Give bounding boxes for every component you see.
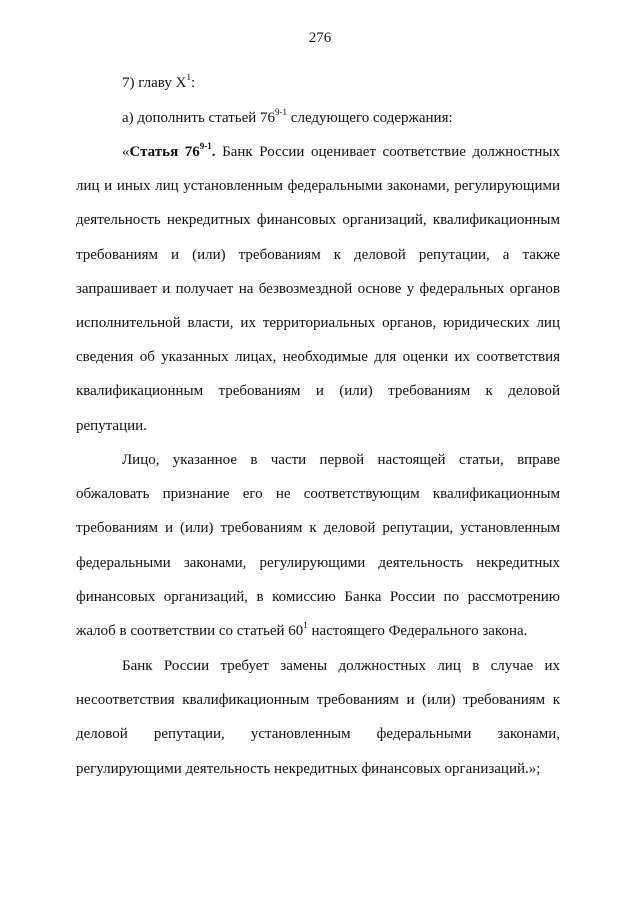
article-paragraph (76, 135, 560, 443)
paragraph-2 (76, 443, 560, 648)
subitem-a-prefix: а) дополнить статьей 76 (122, 110, 276, 126)
page-number: 276 (308, 30, 332, 46)
subitem-a-suffix: следующего содержания: (287, 110, 453, 126)
article-text: Банк России оценивает соответствие должностных лиц и иных лиц установленным федеральными законами, регулирующими деятельность некредитных финансовых организаций, квалификационным требованиям и (или) требованиям к деловой репутации, а также запрашивает и получает на безвозмездной основе у федеральных органов исполнительной власти, их территориальных органов, юридических лиц сведения об указанных лицах, необходимые для оценки их соответствия квалификационным требованиям и (или) требованиям к деловой репутации. (76, 144, 560, 434)
paragraph-2-text: Лицо, указанное в части первой настоящей статьи, вправе обжаловать признание его не соответствующим квалификационным требованиям и (или) требованиям к деловой репутации, установленным федеральными законами, регулирующими деятельность некредитных финансовых организаций, в комиссию Банка России по рассмотрению жалоб в соответствии со статьей 60 (76, 452, 560, 640)
subitem-a-line (76, 101, 560, 135)
chapter-line (76, 66, 560, 100)
subitem-a (76, 101, 560, 135)
article-title-end: . (211, 144, 216, 160)
subitem-a-superscript: 9-1 (275, 107, 288, 117)
article-title-superscript: 9-1 (199, 141, 212, 151)
paragraph-3-text: Банк России требует замены должностных лиц в случае их несоответствия квалификационным требованиям и (или) требованиям к деловой репутации, установленным федеральными законами, регулирующими деятельность некредитных финансовых организаций.»; (76, 658, 560, 777)
article-open-quote: « (122, 144, 130, 160)
paragraph-2-block (76, 443, 560, 648)
paragraph-2-end: настоящего Федерального закона. (307, 623, 528, 640)
chapter-suffix: : (190, 75, 196, 91)
article-block (76, 135, 560, 443)
paragraph-3-block (76, 649, 560, 786)
paragraph-3 (76, 649, 560, 786)
chapter-superscript: 1 (186, 72, 191, 82)
paragraph-2-superscript: 1 (303, 620, 308, 631)
chapter-item (76, 66, 560, 100)
chapter-prefix: 7) главу Х (122, 75, 187, 91)
article-title: Статья 76 (129, 144, 200, 160)
